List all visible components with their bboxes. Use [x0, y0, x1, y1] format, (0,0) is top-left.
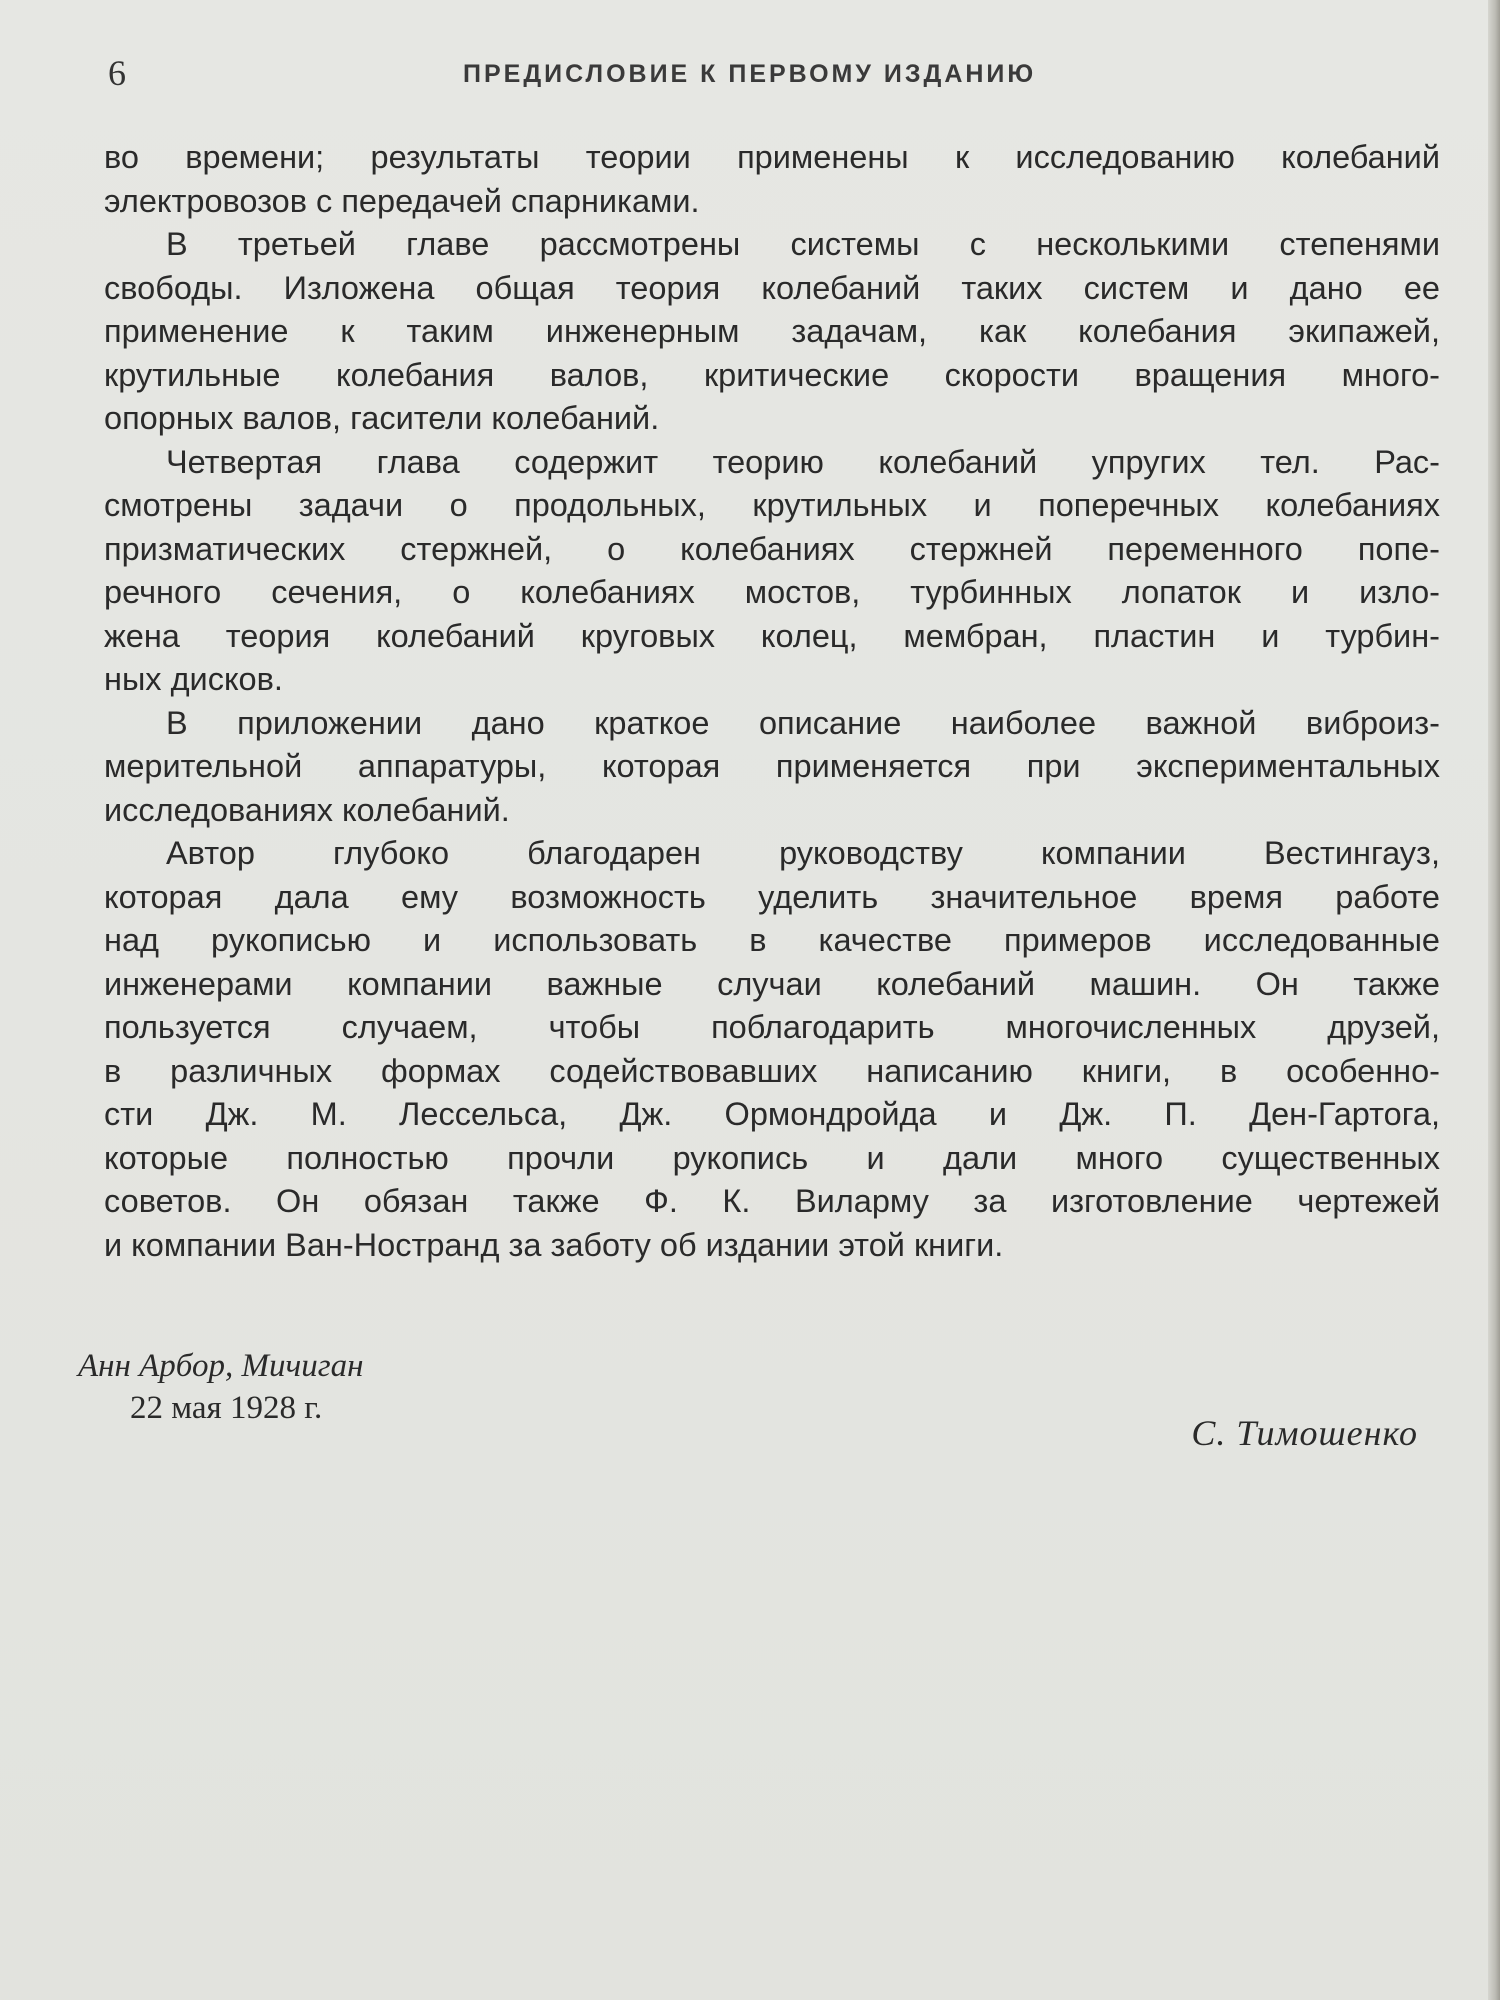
signature-block: [78, 1348, 1418, 1458]
text-line: крутильные колебания валов, критические скорости вращения много-: [104, 356, 1440, 393]
text-line: которые полностью прочли рукопись и дали много существенных: [104, 1139, 1440, 1176]
page-number: 6: [108, 53, 126, 93]
paragraph: [104, 441, 1440, 702]
text-line: инженерами компании важные случаи колебаний машин. Он также: [104, 965, 1440, 1002]
text-line: электровозов с передачей спарниками.: [104, 182, 700, 219]
text-line: Автор глубоко благодарен руководству компании Вестингауз,: [166, 835, 1440, 871]
text-line: призматических стержней, о колебаниях стержней переменного попе-: [104, 530, 1440, 567]
running-head: [108, 52, 1438, 102]
text-line: В третьей главе рассмотрены системы с несколькими степенями: [166, 226, 1440, 262]
page-edge: [1488, 0, 1500, 2000]
text-line: ных дисков.: [104, 661, 283, 697]
text-line: в различных формах содействовавших написанию книги, в особенно-: [104, 1052, 1440, 1089]
text-line: Четвертая глава содержит теорию колебаний упругих тел. Рас-: [166, 443, 1440, 480]
text-line: во времени; результаты теории применены к исследованию колебаний: [104, 139, 1440, 175]
text-line: В приложении дано краткое описание наиболее важной виброиз-: [166, 704, 1440, 741]
signature-author: С. Тимошенко: [1191, 1413, 1418, 1453]
text-line: применение к таким инженерным задачам, как колебания экипажей,: [104, 313, 1440, 349]
text-line: и компании Ван-Ностранд за заботу об издании этой книги.: [104, 1226, 1004, 1263]
text-line: которая дала ему возможность уделить значительное время работе: [104, 878, 1440, 915]
text-line: над рукописью и использовать в качестве примеров исследованные: [104, 922, 1440, 958]
body-text: [104, 136, 1440, 1267]
text-line: жена теория колебаний круговых колец, мембран, пластин и турбин-: [104, 617, 1440, 654]
signature-date: 22 мая 1928 г.: [130, 1390, 323, 1426]
paragraph: [104, 832, 1440, 1267]
text-line: свободы. Изложена общая теория колебаний таких систем и дано ее: [104, 269, 1440, 306]
header-title: ПРЕДИСЛОВИЕ К ПЕРВОМУ ИЗДАНИЮ: [463, 60, 1037, 88]
text-line: мерительной аппаратуры, которая применяется при экспериментальных: [104, 748, 1440, 784]
paragraph: [104, 702, 1440, 833]
paragraph: [104, 136, 1440, 223]
text-line: пользуется случаем, чтобы поблагодарить многочисленных друзей,: [104, 1009, 1440, 1045]
text-line: смотрены задачи о продольных, крутильных и поперечных колебаниях: [104, 487, 1440, 523]
text-line: сти Дж. М. Лессельса, Дж. Ормондройда и Дж. П. Ден-Гартога,: [104, 1096, 1440, 1132]
text-line: опорных валов, гасители колебаний.: [104, 400, 660, 436]
paragraph: [104, 223, 1440, 441]
text-line: исследованиях колебаний.: [104, 791, 510, 828]
text-line: советов. Он обязан также Ф. К. Виларму за изготовление чертежей: [104, 1183, 1440, 1219]
text-line: речного сечения, о колебаниях мостов, турбинных лопаток и изло-: [104, 574, 1440, 610]
signature-place: Анн Арбор, Мичиган: [78, 1348, 364, 1384]
